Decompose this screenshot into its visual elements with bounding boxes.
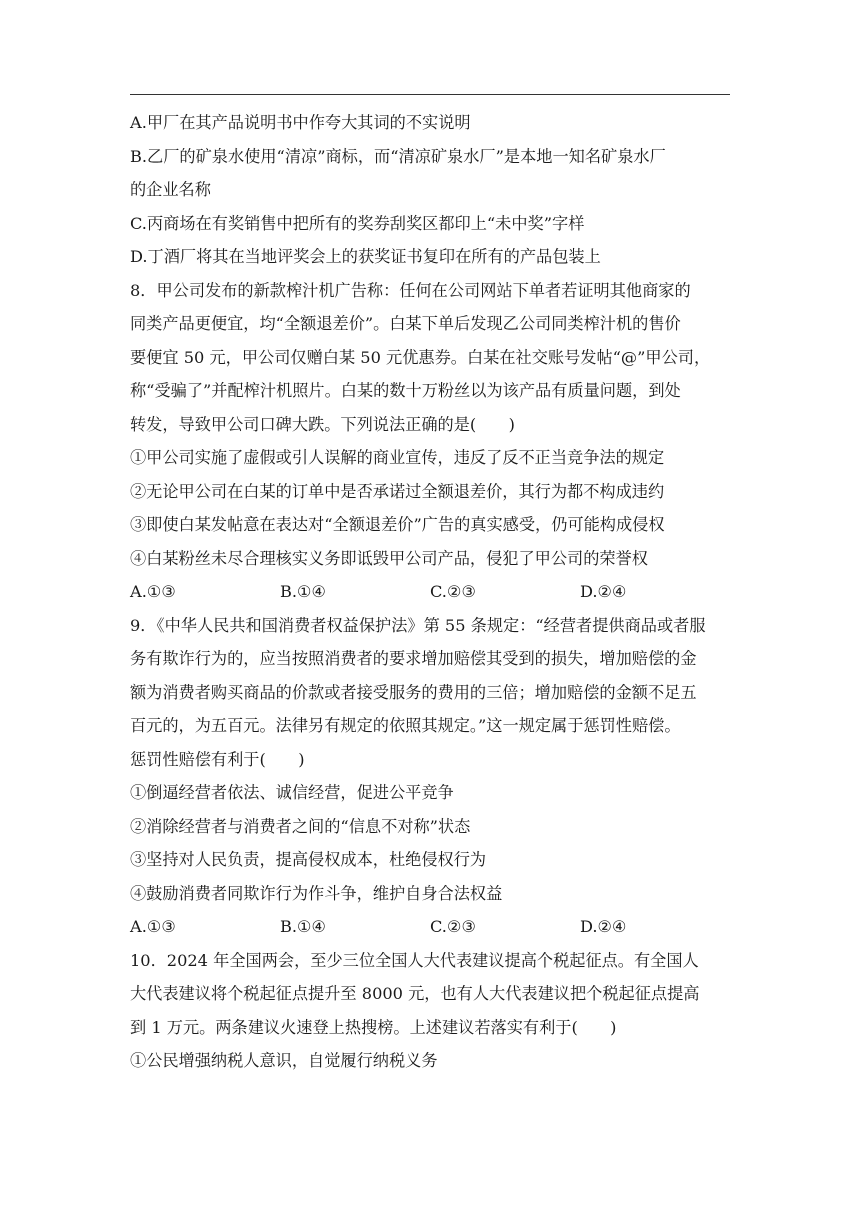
q10-statement-1: ①公民增强纳税人意识，自觉履行纳税义务 — [130, 1051, 438, 1070]
q9-statement-1: ①倒逼经营者依法、诚信经营，促进公平竞争 — [130, 783, 454, 802]
q8-choice-d: D.②④ — [580, 582, 627, 601]
q9-statement-2: ②消除经营者与消费者之间的“信息不对称”状态 — [130, 816, 471, 836]
q8-stem-line-3: 要便宜 50 元，甲公司仅赠白某 50 元优惠券。白某在社交账号发帖“@”甲公司， — [130, 347, 711, 367]
q9-choice-b: B.①④ — [280, 917, 327, 936]
q10-stem-line-3: 到 1 万元。两条建议火速登上热搜榜。上述建议若落实有利于( ) — [130, 1017, 617, 1037]
q7-option-c: C.丙商场在有奖销售中把所有的奖券刮奖区都印上“未中奖”字样 — [130, 213, 585, 233]
q7-option-d: D.丁酒厂将其在当地评奖会上的获奖证书复印在所有的产品包装上 — [130, 247, 601, 266]
q9-stem-line-1: 9．《中华人民共和国消费者权益保护法》第 55 条规定：“经营者提供商品或者服 — [130, 615, 706, 635]
q7-option-b-cont: 的企业名称 — [130, 180, 211, 199]
q9-statement-4: ④鼓励消费者同欺诈行为作斗争，维护自身合法权益 — [130, 883, 503, 903]
q8-stem-line-5: 转发，导致甲公司口碑大跌。下列说法正确的是( ) — [130, 414, 515, 434]
q7-option-b: B.乙厂的矿泉水使用“清凉”商标，而“清凉矿泉水厂”是本地一知名矿泉水厂 — [130, 146, 666, 166]
q9-statement-3: ③坚持对人民负责，提高侵权成本，杜绝侵权行为 — [130, 850, 487, 869]
q8-answer-options — [130, 575, 730, 609]
q8-choice-b: B.①④ — [280, 582, 327, 601]
q8-stem-line-4: 称“受骗了”并配榨汁机照片。白某的数十万粉丝以为该产品有质量问题，到处 — [130, 381, 681, 400]
q10-stem-line-1: 10．2024 年全国两会，至少三位全国人大代表建议提高个税起征点。有全国人 — [130, 950, 699, 970]
q9-stem-line-3: 额为消费者购买商品的价款或者接受服务的费用的三倍；增加赔偿的金额不足五 — [130, 682, 697, 702]
q8-stem-line-2: 同类产品更便宜，均“全额退差价”。白某下单后发现乙公司同类榨汁机的售价 — [130, 314, 681, 333]
q8-choice-c: C.②③ — [430, 582, 476, 601]
q8-statement-3: ③即使白某发帖意在表达对“全额退差价”广告的真实感受，仍可能构成侵权 — [130, 515, 665, 534]
q9-choice-a: A.①③ — [130, 917, 176, 936]
q8-statement-4: ④白某粉丝未尽合理核实义务即诋毁甲公司产品，侵犯了甲公司的荣誉权 — [130, 548, 648, 568]
q9-stem-line-4: 百元的，为五百元。法律另有规定的依照其规定。”这一规定属于惩罚性赔偿。 — [130, 716, 681, 735]
q8-statement-2: ②无论甲公司在白某的订单中是否承诺过全额退差价，其行为都不构成违约 — [130, 481, 665, 501]
q10-stem-line-2: 大代表建议将个税起征点提升至 8000 元，也有人大代表建议把个税起征点提高 — [130, 984, 700, 1003]
q9-stem-line-5: 惩罚性赔偿有利于( ) — [130, 749, 305, 769]
q9-choice-c: C.②③ — [430, 917, 476, 936]
q9-choice-d: D.②④ — [580, 917, 627, 936]
q9-answer-options — [130, 910, 730, 944]
q7-option-a: A.甲厂在其产品说明书中作夸大其词的不实说明 — [130, 113, 471, 132]
document-body — [130, 106, 730, 1078]
q8-stem-line-1: 8．甲公司发布的新款榨汁机广告称：任何在公司网站下单者若证明其他商家的 — [130, 280, 691, 300]
q8-statement-1: ①甲公司实施了虚假或引人误解的商业宣传，违反了反不正当竞争法的规定 — [130, 448, 665, 467]
q8-choice-a: A.①③ — [130, 582, 176, 601]
header-rule — [130, 94, 730, 95]
q9-stem-line-2: 务有欺诈行为的，应当按照消费者的要求增加赔偿其受到的损失，增加赔偿的金 — [130, 649, 697, 668]
